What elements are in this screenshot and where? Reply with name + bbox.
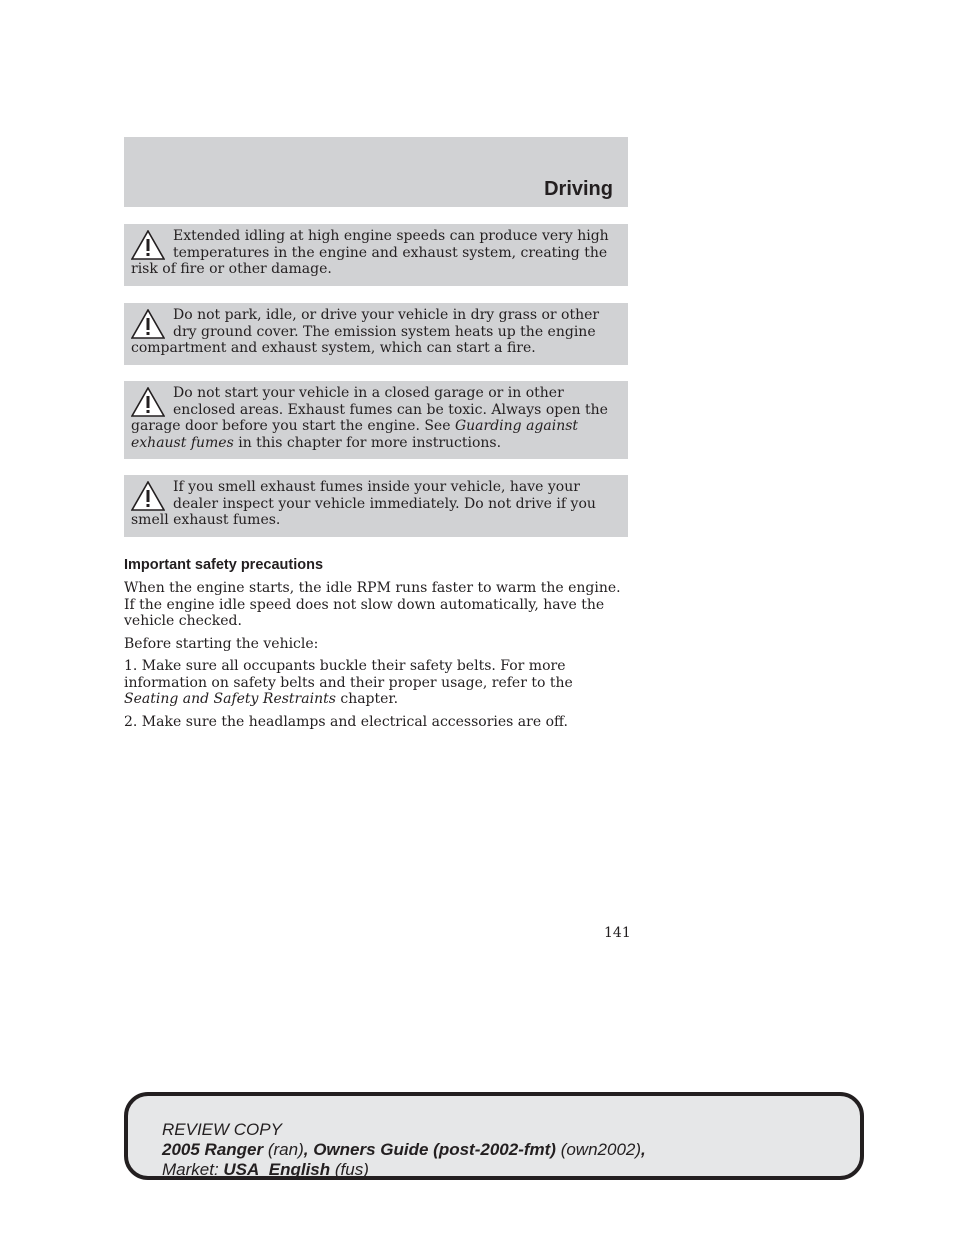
warning-box-3 xyxy=(124,381,628,459)
warning-text: Do not park, idle, or drive your vehicle in dry grass or other dry ground cover. The emission system heats up the engine compartment and exhaust system, which can start a fire. xyxy=(131,307,600,356)
warning-triangle-icon xyxy=(131,481,165,511)
warning-box-4 xyxy=(124,475,628,537)
warning-triangle-icon xyxy=(131,387,165,417)
body-text xyxy=(124,580,628,736)
footer-review-label: REVIEW COPY xyxy=(162,1120,282,1139)
warning-text: If you smell exhaust fumes inside your vehicle, have your dealer inspect your vehicle immediately. Do not drive if you smell exhaust fumes. xyxy=(131,479,596,528)
subsection-heading: Important safety precautions xyxy=(124,557,324,573)
cross-reference: Guarding against exhaust fumes xyxy=(131,418,579,451)
section-header-band xyxy=(124,137,628,207)
warning-box-1 xyxy=(124,224,628,286)
paragraph-before-starting: Before starting the vehicle: xyxy=(124,635,319,652)
footer-document-info: 2005 Ranger (ran), Owners Guide (post-2002-fmt) (own2002), xyxy=(162,1140,646,1159)
review-copy-footer xyxy=(124,1092,864,1180)
list-item-2: 2. Make sure the headlamps and electrical accessories are off. xyxy=(124,713,568,730)
warning-triangle-icon xyxy=(131,309,165,339)
footer-market-info: Market: USA_English (fus) xyxy=(162,1160,369,1179)
warning-text: Extended idling at high engine speeds can produce very high temperatures in the engine and exhaust system, creating the risk of fire or other damage. xyxy=(131,228,609,277)
cross-reference: Seating and Safety Restraints xyxy=(124,691,336,707)
warning-box-2 xyxy=(124,303,628,365)
paragraph-idle-rpm: When the engine starts, the idle RPM runs faster to warm the engine. If the engine idle speed does not slow down automatically, have the vehicle checked. xyxy=(124,580,621,629)
warning-text: Do not start your vehicle in a closed garage or in other enclosed areas. Exhaust fumes can be toxic. Always open the garage door before you start the engine. See Guarding against exhaust fumes in this chapter for more instructions. xyxy=(131,385,608,451)
warning-triangle-icon xyxy=(131,230,165,260)
page-number: 141 xyxy=(604,925,631,941)
list-item-1: 1. Make sure all occupants buckle their safety belts. For more information on safety belts and their proper usage, refer to the Seating and Safety Restraints chapter. xyxy=(124,658,573,707)
section-title: Driving xyxy=(544,178,613,200)
